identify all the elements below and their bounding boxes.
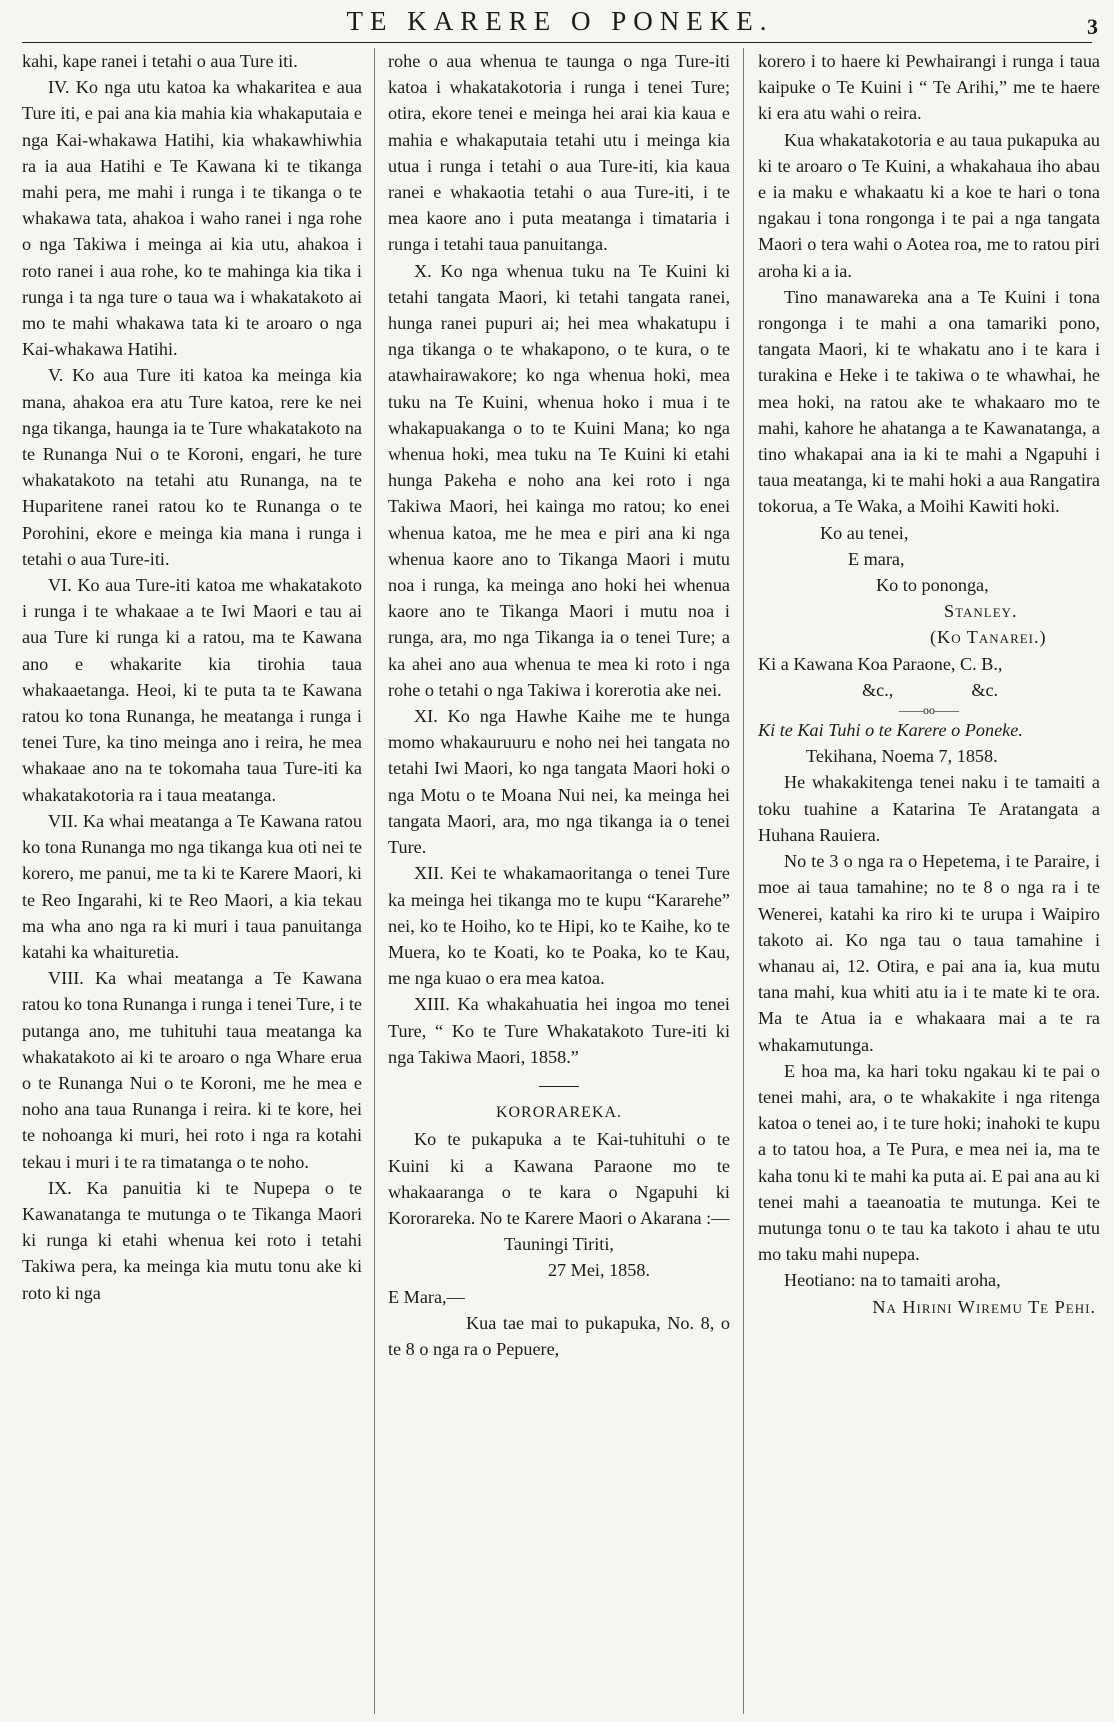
addressee: Ki a Kawana Koa Paraone, C. B., (758, 653, 1003, 674)
section-iv: IV. Ko nga utu katoa ka whakaritea e aua Ture iti, e pai ana kia mahia kia whakaputaia e nga Kai-whakawa Hatihi, kia whakawhiwhia ra ia aua Hatihi e Te Kawana ki te tikanga mahi pera, me mahi i runga i te tikanga o te whakawa tata, ahakoa i waho ranei i nga rohe o nga Takiwa i meinga ai kia utu, ahakoa i roto ranei i aua rohe, ko te mahinga kia tika i runga i ta nga ture o taua wa i whakatakoto ai mo te mahi whakawa tata ki te aroaro o nga Kai-whakawa Hatihi. (22, 77, 362, 360)
letter-heading: Ki te Kai Tuhi o te Karere o Poneke. (758, 720, 1023, 741)
addressee-etc (758, 677, 1100, 703)
paragraph: Heotiano: na to tamaiti aroha, (784, 1270, 1001, 1291)
paragraph: kahi, kape ranei i tetahi o aua Ture iti. (22, 51, 298, 71)
section-xi: XI. Ko nga Hawhe Kaihe me te hunga momo whakauruuru e noho nei hei tangata no tetahi Iwi Maori, ko nga tangata Maori hoki o nga Motu o te Moana Nui nei, ka meinga hei tangata Maori, ara, mo nga tikanga ia o tenei Ture. (388, 706, 730, 858)
section-xii: XII. Kei te whakamaoritanga o tenei Ture ka meinga hei tikanga mo te kupu “Kararehe” nei, ko te Hoiho, ko te Hipi, ko te Kaihe, ko te Muera, ko te Koati, ko te Poaka, ko te Kau, me nga kuao o era mea katoa. (388, 863, 730, 989)
newspaper-title: TE KARERE O PONEKE. (346, 6, 774, 36)
masthead (20, 6, 1100, 40)
signer-name: Stanley. (944, 601, 1018, 622)
section-separator (388, 1072, 730, 1098)
section-vi: VI. Ko aua Ture-iti katoa me whakatakoto i runga i te whakaae a te Iwi Maori e tau ai aua Ture ki runga ki a ratou, ma te Kawana ano e whakarite kia tirohia taua whakaaetanga. Heoi, ki te puta ta te Kawana ratou ko tona Runanga, he meatanga i runga i tenei Ture, ka tino meinga ano i reira, he mea whakaae ano na te tokomaha taua Ture-iti ka whakatakotoria ra i taua meatanga. (22, 575, 362, 805)
divider-mark: ——oo—— (899, 703, 959, 718)
section-x: X. Ko nga whenua tuku na Te Kuini ki tetahi tangata Maori, ki tetahi tangata ranei, hunga ranei pupuri ai; hei mea whakatupu i nga tikanga o te whakapono, o te kura, o te atawhairawakore; ko nga whenua hoki, mea tuku na Te Kuini, whenua hoko i mua i te whakapuakanga o to te Kuini Mana; ko nga whenua hoki, mea tuku na Te Kuini ki etahi hunga Pakeha e noho ana kei roto i nga Takiwa Maori, hei kainga mo ratou; ko enei whenua katoa, me he mea e piri ana ki nga whenua kaore ano to Tikanga Maori i mutu noa i runga, ka meinga ano hoki hei whenua kaore ano te Tikanga Maori i mutu noa i runga, ara, mo nga Tikanga ia o tenei Ture; a ka ahei ano aua whenua te mea ki roto i nga rohe o tetahi o nga Takiwa i korerotia ake nei. (388, 260, 730, 700)
section-ix: IX. Ka panuitia ki te Nupepa o te Kawanatanga te mutunga o te Tikanga Maori ki runga ki etahi whenua kei roto i tetahi Takiwa pera, ka meinga kia mutu tonu ake ki roto ki nga (22, 1177, 362, 1303)
letter-signature: Na Hirini Wiremu Te Pehi. (872, 1296, 1096, 1317)
section-v: V. Ko aua Ture iti katoa ka meinga kia mana, ahakoa era atu Ture katoa, rere ke nei nga tikanga, haunga ia te Ture whakatakoto na te Runanga Nui o te Koroni, engari, he ture whakatakoto na tetahi atu Runanga, na te Huparitene ranei ratou ko te Runanga o te Porohini, ekore e meinga kia mana i runga i tetahi o aua Ture-iti. (22, 365, 362, 569)
closing-line: Ko to pononga, (876, 575, 989, 596)
signer-maori-name: (Ko Tanarei.) (930, 627, 1047, 648)
column-2 (388, 48, 730, 1714)
paragraph: E hoa ma, ka hari toku ngakau ki te pai o tenei mahi, ara, o te whakakite i nga ritenga katoa o tenei ao, i te ture hoki; inahoki te kupu a to tatou hoa, a Te Pura, e mea nei ia, ma te kaha tonu ki te mahi ka puta ai. E pai ana au ki tenei mahi a taeanoatia te mutunga. Kei te mutunga tonu o te tau ka takoto i ahau te utu mo taku mahi nupepa. (758, 1060, 1100, 1265)
page-number: 3 (1087, 14, 1098, 39)
paragraph: He whakakitenga tenei naku i te tamaiti a toku tuahine a Katarina Te Aratangata a Huhana Rauiera. (758, 772, 1100, 845)
column-divider (374, 48, 375, 1714)
etc-2: &c. (971, 679, 999, 700)
closing-line: Ko au tenei, (820, 522, 909, 543)
paragraph: rohe o aua whenua te taunga o nga Ture-iti katoa i whakatakotoria i runga i tenei Ture; otira, ekore tenei e meinga hei arai kia kaua e mahia e whakaputaia tetahi utu i meinga kia utua i runga i tetahi o aua Ture-iti, kia kaua ranei e whakaotia tetahi o aua Ture-iti, i te mea kaore ano i puta meatanga i timataria i runga i tetahi taua panuitanga. (388, 51, 730, 255)
kororareka-heading: KORORAREKA. (495, 1104, 623, 1122)
paragraph: korero i to haere ki Pewhairangi i runga i taua kaipuke o Te Kuini i “ Te Arihi,” me te haere ki era atu wahi o reira. (758, 51, 1100, 124)
paragraph: No te 3 o nga ra o Hepetema, i te Paraire, i moe ai taua tamahine; no te 8 o nga ra i te Wenerei, katahi ka riro ki te urupa i Waipiro takoto ai. Ko nga tau o taua tamahine i whanau ai, 12. Otira, e pai ana ia, kua mutu tana mahi, kua whiti atu ia i te mate ki te ora. Ma te Atua ia e whakaara mai a te ra whakamutunga. (758, 851, 1100, 1055)
paragraph: Tino manawareka ana a Te Kuini i tona rongonga i te mahi a ona tamariki pono, tangata Maori, ki te whakatu ano i te kara i turakina e Heke i te takiwa o te whawhai, he mea hoki, na ratou ake te whakaaro mo te mahi, kahore he ahatanga a te Kawanatanga, a tino whakapai ana ia ki te mahi a Ngapuhi i taua meatanga, ki te mahi hoki a aua Rangatira tokorua, a Te Waka, a Moihi Kawiti hoki. (758, 286, 1100, 517)
letter-date: 27 Mei, 1858. (547, 1260, 650, 1281)
closing-line: E mara, (848, 548, 905, 569)
header-rule (22, 42, 1092, 43)
column-divider (743, 48, 744, 1714)
column-3 (758, 48, 1100, 1714)
salutation: E Mara,— (388, 1286, 465, 1307)
section-xiii: XIII. Ka whakahuatia hei ingoa mo tenei Ture, “ Ko te Ture Whakatakoto Ture-iti ki nga Takiwa Maori, 1858.” (388, 994, 730, 1067)
letter-place: Tauningi Tiriti, (504, 1234, 614, 1255)
section-viii: VIII. Ka whai meatanga a Te Kawana ratou ko tona Runanga i runga i tenei Ture, i te putanga ano, me tuhituhi taua meatanga ka whakatakoto ai ki te aroaro o nga Whare erua o te Runanga Nui o te Koroni, me he mea e noho ana taua Runanga i reira. ki te kore, hei te nohoanga ki muri, hei roto i nga ra kotahi tekau i muri i te ra timatanga o te noho. (22, 968, 362, 1172)
section-vii: VII. Ka whai meatanga a Te Kawana ratou ko tona Runanga mo nga tikanga kua oti nei te korero, me panui, me ta ki te Karere Maori, ki te Reo Ingarahi, ki te Reo Maori, a kia tekau ma wha ano nga ra ki muri i taua panuitanga katahi ka whaituretia. (22, 810, 362, 962)
paragraph: Kua whakatakotoria e au taua pukapuka au ki te aroaro o Te Kuini, a whakahaua iho abau e ia maku e whakaatu ki a koe te hari o tona ngakau i tona rongonga i te pai a nga tangata Maori o tera wahi o Aotea roa, me to ratou piri aroha ki a ia. (758, 129, 1100, 281)
letter-date: Tekihana, Noema 7, 1858. (806, 746, 998, 767)
divider-mark-text: oo (923, 703, 935, 718)
column-1 (22, 48, 362, 1714)
paragraph: Kua tae mai to pukapuka, No. 8, o te 8 o nga ra o Pepuere, (388, 1312, 730, 1359)
paragraph: Ko te pukapuka a te Kai-tuhituhi o te Kuini ki a Kawana Paraone mo te whakaaranga o te kara o Ngapuhi ki Kororareka. No te Karere Maori o Akarana :— (388, 1129, 730, 1228)
etc-1: &c., (862, 679, 894, 700)
